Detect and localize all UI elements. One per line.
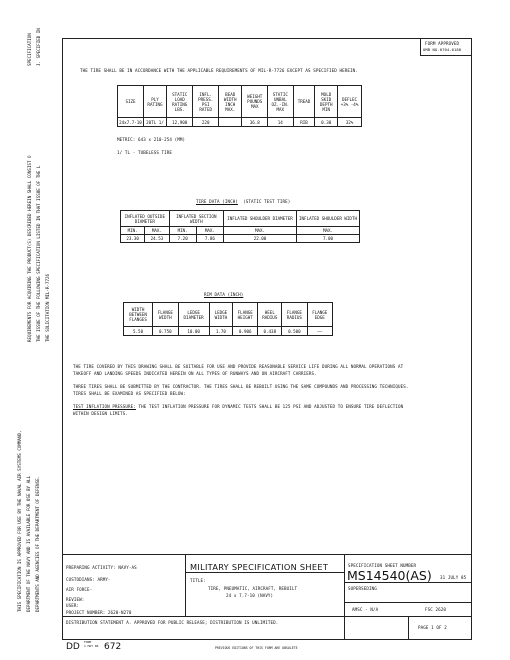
title-block-top [62,554,472,555]
side-approval-1: THIS SPECIFICATION IS APPROVED FOR USE BY THE NAVAL AIR SYSTEMS COMMAND, [17,430,22,612]
para-inflation-label: TEST INFLATION PRESSURE: [73,404,136,409]
para-service-life-1: THE TIRE COVERED BY THIS DRAWING SHALL BE SUITABLE FOR USE AND PROVIDE REASONABLE SERVICE LIFE DURING ALL NORMAL OPERATIONS AT [73,364,404,369]
mil-spec-title: MILITARY SPECIFICATION SHEET [190,562,329,572]
sheet-date: 31 JULY 85 [440,575,467,580]
spec-cell: 32% [338,118,362,127]
sheet-number: MS14540(AS) [347,568,432,583]
spec-header: SIZE [118,86,144,118]
side-approval-3: DEPARTMENTS AND AGENCIES OF THE DEPARTMENT OF DEFENSE. [35,475,40,612]
page-number: PAGE 1 OF 2 [418,625,447,630]
side-specified-in: J. SPECIFIED IN [36,28,41,66]
para-submission-2: TIRES SHALL BE EXAMINED AS SPECIFIED BELOW: [73,391,186,396]
rim-data-table [123,302,333,336]
tire-data-title-text: TIRE DATA (INCH) [196,199,238,204]
para-inflation-text: THE TEST INFLATION PRESSURE FOR DYNAMIC TESTS SHALL BE 125 PSI AND ADJUSTED TO ENSURE TIRE DEFLECTION [135,404,404,409]
spec-header: TREAD [293,86,315,118]
rim-header: FLANGE HEIGHT [233,303,258,327]
rim-value: 0.750 [153,327,178,336]
form-approved-line2: OMB NO.0704-0188 [423,47,462,52]
tire-data-subtitle: (STATIC TEST TIRE) [243,199,291,204]
tire-sub-header: MIN. [121,227,145,235]
drawing-frame [62,38,472,640]
footer-form-number: 672 [104,642,122,652]
tire-value: 24.53 [145,235,169,243]
rim-value: 0.500 [282,327,307,336]
spec-table [117,85,362,127]
spec-cell: 14 [268,118,294,127]
rim-value: —— [307,327,332,336]
tire-sub-header: MAX. [224,227,297,235]
spec-cell: RIB [293,118,315,127]
tire-data-table [120,210,360,243]
para-inflation-2: WITHIN DESIGN LIMITS. [73,411,129,416]
superseding: SUPERSEDING [348,586,377,591]
user: USER: [66,603,80,608]
spec-cell: 12,900 [167,118,193,127]
tire-value: 7.86 [196,235,223,243]
tire-value: 7.20 [169,235,196,243]
para-service-life-2: TAKEOFF AND LANDING SPEEDS INDICATED HEREIN ON ALL TYPES OF RUNWAYS AND ON AIRCRAFT CARRIERS. [73,371,317,376]
footer-previous-editions: PREVIOUS EDITIONS OF THIS FORM ARE OBSOLETE [215,646,298,650]
rim-header: FLANGE WIDTH [153,303,178,327]
spec-header: WEIGHT POUNDS MAX [242,86,268,118]
rim-data-title: RIM DATA (INCH) [204,292,244,297]
tubeless-footnote: 1/ TL - TUBELESS TIRE [117,150,173,155]
air-force: AIR FORCE- [66,587,93,592]
rim-value: 10.00 [178,327,209,336]
custodians: CUSTODIANS: ARMY- [66,577,111,582]
review: REVIEW: [66,597,85,602]
title-line1: TIRE, PNEUMATIC, AIRCRAFT, REBUILT [208,586,298,591]
spec-cell: 36.8 [242,118,268,127]
spec-cell: 0.30 [315,118,338,127]
amsc: AMSC - N/A [352,607,379,612]
intro-text: THE TIRE SHALL BE IN ACCORDANCE WITH THE APPLICABLE REQUIREMENTS OF MIL-R-7726 EXCEPT AS SPECIFIED HEREIN. [80,68,358,73]
tire-group-header: INFLATED OUTSIDE DIAMETER [121,211,170,227]
side-solicitation: THE SOLICITATION MIL-R-7726 [45,273,50,342]
tire-sub-header: MIN. [169,227,196,235]
tire-value: 7.00 [297,235,360,243]
tire-data-title [196,199,290,204]
superseding-divider [344,602,471,603]
rim-value: 1.70 [209,327,232,336]
sheet-number-label: SPECIFICATION SHEET NUMBER [348,563,417,568]
tire-sub-header: MAX. [297,227,360,235]
rim-header: LEDGE WIDTH [209,303,232,327]
rim-value: 0.906 [233,327,258,336]
spec-cell [218,118,241,127]
spec-header: STATIC UNBAL OZ.-IN. MAX [268,86,294,118]
spec-cell: 24x7.7-10 [119,119,142,125]
tire-value: 23.30 [121,235,145,243]
spec-cell: 220 [193,118,219,127]
title-line2: 24 x 7.7-10 (NAVY) [226,593,274,598]
tire-sub-header: MAX. [196,227,223,235]
tire-sub-header: MAX. [145,227,169,235]
form-approved-line1: FORM APPROVED [425,41,460,46]
project-number: PROJECT NUMBER: 2620-N270 [66,610,132,615]
spec-header: STATIC LOAD RATING LBS. [167,86,193,118]
rim-header: FLANGE EDGE [307,303,332,327]
preparing-activity: PREPARING ACTIVITY: NAVY-AS [66,565,137,570]
title-label: TITLE: [190,578,206,583]
rim-header: WIDTH BETWEEN FLANGES [124,303,153,327]
tire-group-header: INFLATED SHOULDER WIDTH [297,211,360,227]
tire-value: 22.00 [224,235,297,243]
side-specification: SPECIFICATION [27,33,32,66]
page-divider [408,616,409,639]
spec-header: BEAD WIDTH INCH MAX. [218,86,241,118]
distribution-top [62,616,472,617]
distribution-statement: DISTRIBUTION STATEMENT A. APPROVED FOR PUBLIC RELEASE; DISTRIBUTION IS UNLIMITED. [66,620,279,625]
form-approved-box [420,38,471,56]
metric-note: METRIC: 643 x 210-254 (MM) [117,137,186,142]
fsc: FSC 2620 [425,607,446,612]
spec-cell: 20TL 1/ [143,118,166,127]
side-issue: THE ISSUE OF THE FOLLOWING SPECIFICATION LISTED IN THAT ISSUE OF THE L [36,165,41,342]
footer-form-date: 1 MAY 86 [84,644,99,648]
para-inflation-1 [73,404,403,409]
tire-group-header: INFLATED SECTION WIDTH [169,211,223,227]
footer-form: FORM [84,640,92,644]
spec-header: MOLD SKID DEPTH MIN [315,86,338,118]
title-block-div1 [185,554,186,616]
tire-group-header: INFLATED SHOULDER DIAMETER [224,211,297,227]
footer-dd: DD [66,642,80,652]
rim-value: 0.438 [258,327,282,336]
rim-header: FLANGE RADIUS [282,303,307,327]
title-block-div2 [344,554,345,639]
spec-header: DEFLEC +3% -4% [338,86,362,118]
spec-header: INFL. PRESS. PSI RATED [193,86,219,118]
spec-header: PLY RATING [143,86,166,118]
rim-header: HEEL RADIUS [258,303,282,327]
rim-header: LEDGE DIAMETER [178,303,209,327]
title-mil-underline [185,572,344,573]
rim-value: 5.50 [124,327,153,336]
side-requirements: REQUIREMENTS FOR ACQUIRING THE PRODUCT(S) DESCRIBED HEREIN SHALL CONSIST O [27,155,32,342]
side-approval-2: DEPARTMENT OF THE NAVY AND IS AVAILABLE FOR USE BY ALL [26,475,31,612]
para-submission-1: THREE TIRES SHALL BE SUBMITTED BY THE CONTRACTOR. THE TIRES SHALL BE REBUILT USING THE SAME COMPOUNDS AND PROCESSING TECHNIQUES. [73,384,409,389]
